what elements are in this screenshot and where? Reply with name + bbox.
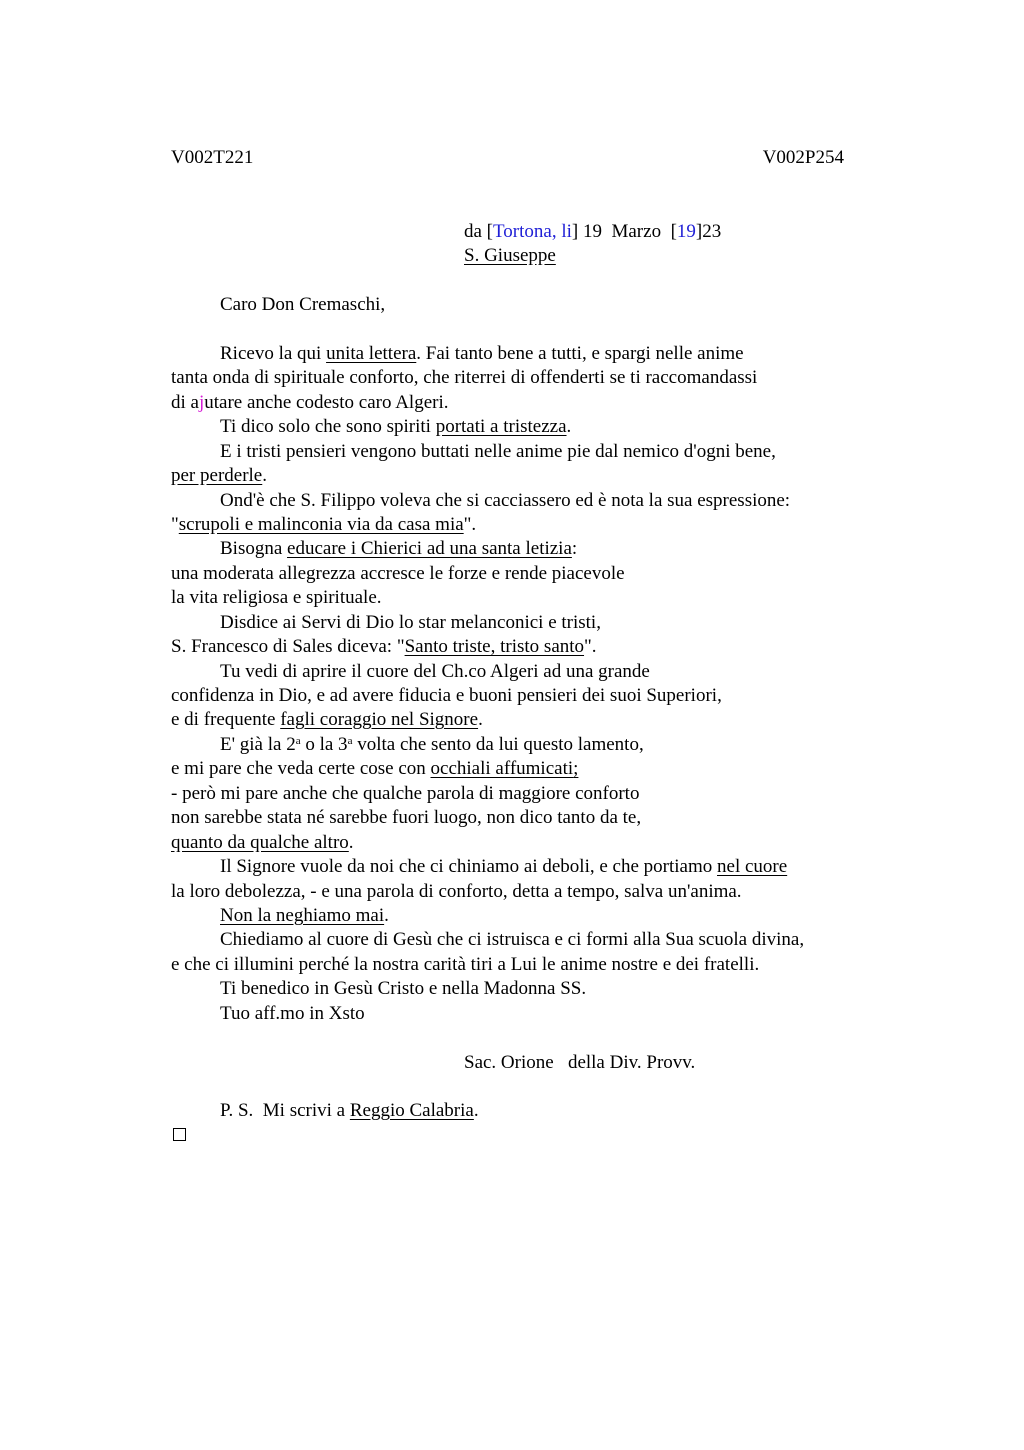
body-line: per perderle. bbox=[171, 465, 267, 486]
signature: Sac. Orione della Div. Provv. bbox=[464, 1052, 696, 1073]
editorial-insert-place: Tortona, li bbox=[493, 221, 572, 242]
postscript: P. S. Mi scrivi a Reggio Calabria. bbox=[220, 1100, 479, 1121]
closing: Tuo aff.mo in Xsto bbox=[220, 1003, 365, 1024]
body-line: Ricevo la qui unita lettera. Fai tanto bene a tutti, e spargi nelle anime bbox=[220, 343, 744, 364]
body-line: quanto da qualche altro. bbox=[171, 832, 354, 853]
body-line: tanta onda di spirituale conforto, che riterrei di offenderti se ti raccomandassi bbox=[171, 367, 758, 388]
salutation: Caro Don Cremaschi, bbox=[220, 294, 386, 315]
body-line: Ti benedico in Gesù Cristo e nella Madonna SS. bbox=[220, 978, 587, 999]
body-line: la vita religiosa e spirituale. bbox=[171, 587, 382, 608]
body-line: confidenza in Dio, e ad avere fiducia e buoni pensieri dei suoi Superiori, bbox=[171, 685, 722, 706]
body-line: Ti dico solo che sono spiriti portati a tristezza. bbox=[220, 416, 572, 437]
body-line: non sarebbe stata né sarebbe fuori luogo, non dico tanto da te, bbox=[171, 807, 642, 828]
body-line: Disdice ai Servi di Dio lo star melanconici e tristi, bbox=[220, 612, 601, 633]
saint-day: S. Giuseppe bbox=[464, 245, 556, 266]
body-line: e mi pare che veda certe cose con occhiali affumicati; bbox=[171, 758, 579, 779]
body-line: la loro debolezza, - e una parola di conforto, detta a tempo, salva un'anima. bbox=[171, 881, 742, 902]
body-line: di ajutare anche codesto caro Algeri. bbox=[171, 392, 449, 413]
body-line: "scrupoli e malinconia via da casa mia". bbox=[171, 514, 477, 535]
body-line: Chiediamo al cuore di Gesù che ci istruisca e ci formi alla Sua scuola divina, bbox=[220, 929, 805, 950]
body-line: una moderata allegrezza accresce le forze e rende piacevole bbox=[171, 563, 625, 584]
body-line: E' già la 2$^a$ o la 3$^a$ volta che sento da lui questo lamento, bbox=[220, 734, 644, 755]
body-line: Bisogna educare i Chierici ad una santa letizia: bbox=[220, 538, 578, 559]
body-line: - però mi pare anche che qualche parola di maggiore conforto bbox=[171, 783, 640, 804]
body-line: E i tristi pensieri vengono buttati nelle anime pie dal nemico d'ogni bene, bbox=[220, 441, 776, 462]
left-reference-code: V002T221 bbox=[171, 147, 254, 168]
body-line: e che ci illumini perché la nostra carità tiri a Lui le anime nostre e dei fratelli. bbox=[171, 954, 760, 975]
dateline: da [Tortona, li] 19 Marzo [19]23 bbox=[464, 221, 722, 242]
editorial-insert-year: 19 bbox=[676, 221, 696, 242]
body-line: Il Signore vuole da noi che ci chiniamo ai deboli, e che portiamo nel cuore bbox=[220, 856, 788, 877]
end-marker-box bbox=[173, 1128, 186, 1141]
editorial-mark: j bbox=[198, 392, 205, 413]
body-line: Ond'è che S. Filippo voleva che si cacciassero ed è nota la sua espressione: bbox=[220, 490, 791, 511]
right-reference-code: V002P254 bbox=[762, 147, 844, 168]
body-line: S. Francesco di Sales diceva: "Santo triste, tristo santo". bbox=[171, 636, 597, 657]
body-line: Tu vedi di aprire il cuore del Ch.co Algeri ad una grande bbox=[220, 661, 650, 682]
body-line: e di frequente fagli coraggio nel Signore. bbox=[171, 709, 483, 730]
body-line: Non la neghiamo mai. bbox=[220, 905, 389, 926]
